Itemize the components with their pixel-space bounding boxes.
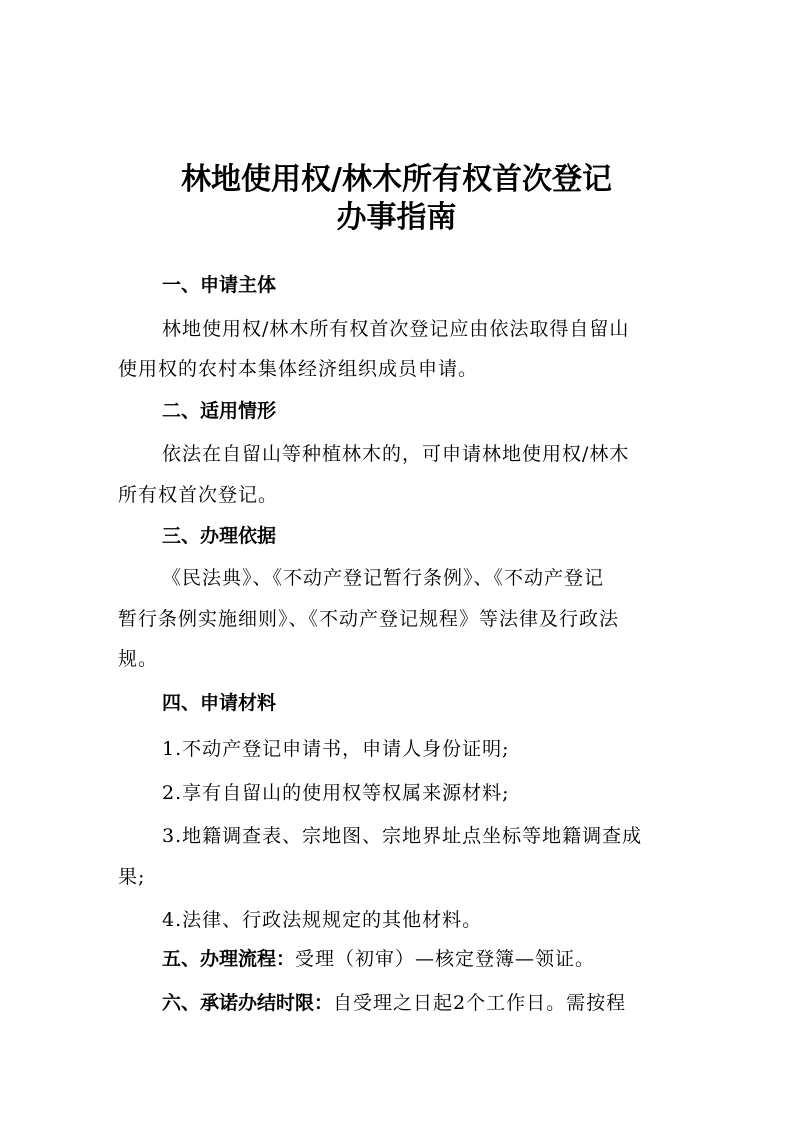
section1-line: 使用权的农村本集体经济组织成员申请。 xyxy=(118,358,479,380)
section4-item: 2.享有自留山的使用权等权属来源材料; xyxy=(162,782,510,804)
section6-label: 六、承诺办结时限： xyxy=(162,992,334,1014)
section4-item: 3.地籍调查表、宗地图、宗地界址点坐标等地籍调查成 xyxy=(162,825,643,847)
document-title-line2: 办事指南 xyxy=(336,200,457,235)
section3-line: 《民法典》、《不动产登记暂行条例》、《不动产登记 xyxy=(162,567,605,589)
section1-line: 林地使用权/林木所有权首次登记应由依法取得自留山 xyxy=(162,318,630,340)
section6-line xyxy=(162,990,626,1016)
section3-line: 暂行条例实施细则》、《不动产登记规程》等法律及行政法 xyxy=(118,608,620,630)
section3-line: 规。 xyxy=(118,648,159,670)
section5-line xyxy=(162,946,595,972)
section5-text: 受理（初审）—核定登簿—领证。 xyxy=(295,948,596,970)
section4-heading: 四、申请材料 xyxy=(162,692,277,714)
section2-heading: 二、适用情形 xyxy=(162,400,277,422)
section3-heading: 三、办理依据 xyxy=(162,525,277,547)
document-title-line1: 林地使用权/林木所有权首次登记 xyxy=(181,162,612,197)
section1-heading: 一、申请主体 xyxy=(162,274,277,296)
section4-item: 1.不动产登记申请书，申请人身份证明; xyxy=(162,738,510,760)
section4-item: 果; xyxy=(118,866,146,888)
section2-line: 依法在自留山等种植林木的，可申请林地使用权/林木 xyxy=(162,443,630,465)
section4-item: 4.法律、行政法规规定的其他材料。 xyxy=(162,909,483,931)
section2-line: 所有权首次登记。 xyxy=(118,484,279,506)
section6-text: 自受理之日起2个工作日。需按程 xyxy=(333,992,627,1014)
section5-label: 五、办理流程： xyxy=(162,948,296,970)
